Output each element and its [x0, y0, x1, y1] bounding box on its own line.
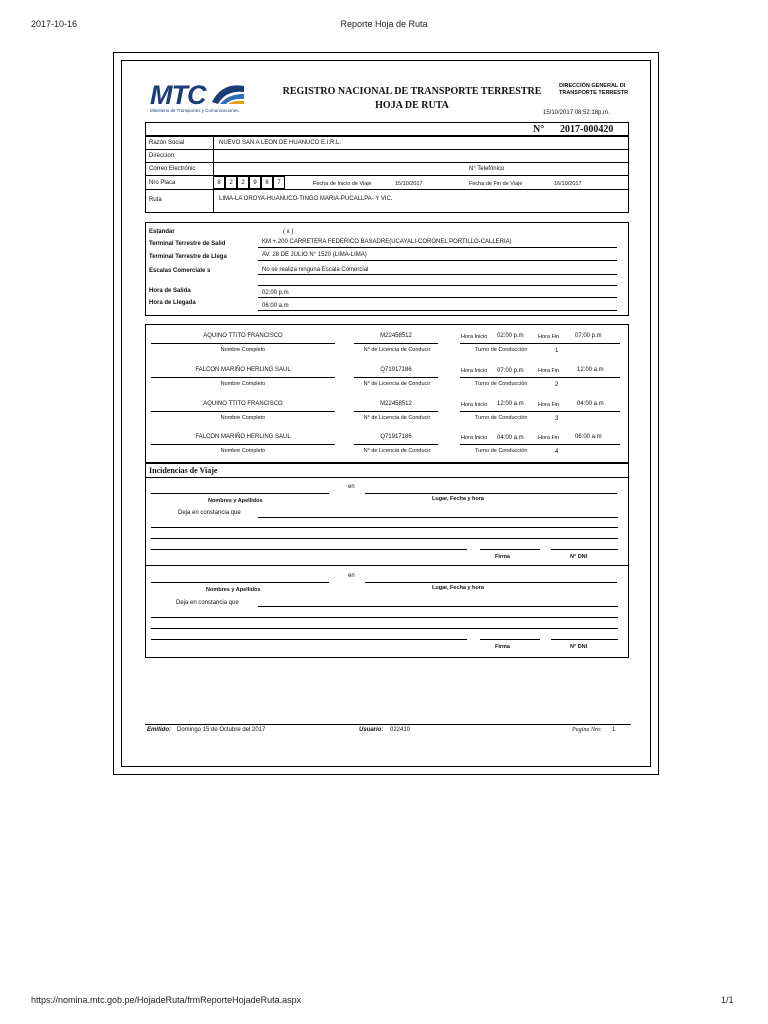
nombre-caption: Nombre Completo — [220, 381, 266, 387]
conductor-hora-fin: 07:00 p.m — [575, 333, 602, 339]
fecha-fin-label: Fecha de Fin de Viaje — [469, 181, 523, 187]
estandar-label: Estandar — [149, 229, 175, 235]
nombre-caption: Nombre Completo — [220, 448, 266, 454]
conductor-row — [145, 398, 629, 428]
conductor-nombre: AQUINO TTITO FRANCISCO — [203, 333, 283, 339]
nombre-caption: Nombre Completo — [220, 347, 266, 353]
placa-char: 2 — [225, 176, 237, 189]
deja-constancia-label: Deja en constancia que — [176, 600, 239, 606]
conductor-row — [145, 364, 629, 394]
conductor-licencia: M22458512 — [380, 401, 412, 407]
conductor-hora-fin: 04:00 a.m — [577, 401, 604, 407]
conductor-turno: 3 — [555, 416, 559, 422]
conductor-licencia: Q71917186 — [380, 367, 412, 373]
placa-char: 8 — [213, 176, 225, 189]
hora-inicio-label: Hora Inicio — [461, 368, 488, 374]
report-number-label: N° — [533, 124, 545, 135]
dni-caption: N° DNI — [570, 554, 588, 560]
placa-char: 6 — [261, 176, 273, 189]
ruta-label: Ruta — [149, 197, 162, 203]
direccion-line2: TRANSPORTE TERRESTR — [559, 90, 629, 96]
razon-social-label: Razón Social — [149, 140, 185, 146]
licencia-caption: N° de Licencia de Conducir — [363, 381, 431, 387]
correo-label: Correo Electrónic — [149, 166, 196, 172]
turno-caption: Turno de Conducción — [475, 415, 528, 421]
hora-inicio-label: Hora Inicio — [461, 402, 488, 408]
escalas-value: No se realiza ninguna Escala Comercial — [262, 267, 369, 273]
hora-llegada-value: 06:00 a.m — [262, 303, 289, 309]
print-title: Reporte Hoja de Ruta — [340, 19, 428, 29]
lugar-caption: Lugar, Fecha y hora — [432, 585, 484, 591]
hora-inicio-label: Hora Inicio — [461, 334, 488, 340]
nombres-caption: Nombres y Apellidos — [208, 498, 263, 504]
conductor-nombre: AQUINO TTITO FRANCISCO — [203, 401, 283, 407]
nombres-caption: Nombres y Apellidos — [206, 587, 261, 593]
report-title: REGISTRO NACIONAL DE TRANSPORTE TERRESTRE — [282, 86, 542, 97]
firma-caption: Firma — [495, 554, 510, 560]
incidencias-title: Incidencias de Viaje — [149, 466, 218, 475]
direccion-label: Direccion — [149, 153, 175, 159]
hora-llegada-label: Hora de Llegada — [149, 300, 196, 306]
placa-char: 2 — [237, 176, 249, 189]
fecha-inicio-label: Fecha de Inicio de Viaje — [313, 181, 372, 187]
conductor-row — [145, 431, 629, 461]
nombre-caption: Nombre Completo — [220, 415, 266, 421]
report-subtitle: HOJA DE RUTA — [375, 100, 449, 111]
placa-char: 9 — [249, 176, 261, 189]
placa-label: Nro Placa — [149, 180, 176, 186]
estandar-value: ( x ) — [283, 229, 294, 235]
telefono-label: N° Telefónico — [469, 166, 505, 172]
terminal-llegada-label: Terminal Terrestre de Llega — [149, 254, 227, 260]
licencia-caption: N° de Licencia de Conducir — [363, 347, 431, 353]
conductor-hora-inicio: 04:00 a.m — [497, 435, 524, 441]
razon-social-value: NUEVO SAN A LEON DE HUANUCO E.I.R.L. — [219, 140, 342, 146]
turno-caption: Turno de Conducción — [475, 347, 528, 353]
fecha-inicio-value: 15/10/2017 — [395, 181, 423, 187]
logo-subtitle: Ministerio de Transportes y Comunicaciones — [150, 108, 239, 113]
conductor-row — [145, 330, 629, 360]
pagina-label: Pagina Nro: — [572, 727, 602, 733]
incidencia-entry — [145, 569, 629, 653]
report-datetime: 15/10/2017 08:52:18p.m. — [543, 110, 610, 116]
fecha-fin-value: 16/10/2017 — [554, 181, 582, 187]
lugar-caption: Lugar, Fecha y hora — [432, 496, 484, 502]
conductor-turno: 1 — [555, 348, 559, 354]
incidencia-entry — [145, 480, 629, 564]
hora-fin-label: Hora Fin — [538, 368, 560, 374]
hora-inicio-label: Hora Inicio — [461, 435, 488, 441]
ruta-value: LIMA-LA OROYA-HUANUCO-TINGO MARIA-PUCALLPA- Y VIC. — [219, 196, 393, 202]
conductor-nombre: FALCON MARIÑO HERLING SAUL — [195, 434, 291, 440]
conductor-hora-inicio: 07:00 p.m — [497, 368, 524, 374]
firma-caption: Firma — [495, 644, 510, 650]
mtc-logo — [150, 80, 250, 116]
turno-caption: Turno de Conducción — [475, 381, 528, 387]
turno-caption: Turno de Conducción — [475, 448, 528, 454]
hora-salida-label: Hora de Salida — [149, 288, 191, 294]
terminal-salida-label: Terminal Terrestre de Salid — [149, 241, 226, 247]
licencia-caption: N° de Licencia de Conducir — [363, 415, 431, 421]
en-label: en — [348, 573, 355, 579]
terminal-llegada-value: AV. 28 DE JULIO N° 1520 (LIMA-LIMA) — [262, 252, 367, 258]
hora-fin-label: Hora Fin — [538, 334, 560, 340]
report-number-row — [145, 122, 629, 136]
emitido-label: Emitido: — [147, 727, 171, 733]
conductor-hora-inicio: 12:00 a.m — [497, 401, 524, 407]
terminal-salida-value: KM +.200 CARRETERA FEDERICO BASADRE(UCAYALI-CORONEL PORTILLO-CALLERIA) — [262, 239, 512, 245]
print-page-number: 1/1 — [721, 995, 734, 1005]
pagina-value: 1 — [612, 727, 616, 733]
report-number: 2017-000420 — [560, 124, 614, 135]
dni-caption: N° DNI — [570, 644, 588, 650]
deja-constancia-label: Deja en constancia que — [178, 510, 241, 516]
licencia-caption: N° de Licencia de Conducir — [363, 448, 431, 454]
conductor-nombre: FALCON MARIÑO HERLING SAUL — [195, 367, 291, 373]
usuario-value: 022410 — [390, 727, 411, 733]
en-label: en — [348, 484, 355, 490]
hora-salida-value: 02:00 p.m — [262, 290, 289, 296]
logo-emblem-icon — [210, 82, 246, 106]
conductor-turno: 2 — [555, 382, 559, 388]
emitido-value: Domingo 15 de Octubre del 2017 — [177, 727, 266, 733]
hora-fin-label: Hora Fin — [538, 435, 560, 441]
logo-text: MTC — [150, 80, 206, 110]
servicio-block — [145, 222, 629, 316]
conductor-hora-inicio: 02:00 p.m — [497, 333, 524, 339]
print-date: 2017-10-16 — [31, 19, 78, 29]
escalas-label: Escalas Comerciale s — [149, 268, 211, 274]
hora-fin-label: Hora Fin — [538, 402, 560, 408]
conductor-hora-fin: 06:00 a.m — [575, 434, 602, 440]
conductor-hora-fin: 12:00 a.m — [577, 367, 604, 373]
conductor-turno: 4 — [555, 449, 559, 455]
print-url[interactable]: https://nomina.mtc.gob.pe/HojadeRuta/frmReporteHojadeRuta.aspx — [31, 995, 302, 1005]
conductor-licencia: Q71917186 — [380, 434, 412, 440]
conductor-licencia: M22458512 — [380, 333, 412, 339]
direccion-line1: DIRECCIÓN GENERAL DI — [559, 83, 626, 89]
usuario-label: Usuario: — [359, 727, 384, 733]
placa-char: 7 — [273, 176, 285, 189]
